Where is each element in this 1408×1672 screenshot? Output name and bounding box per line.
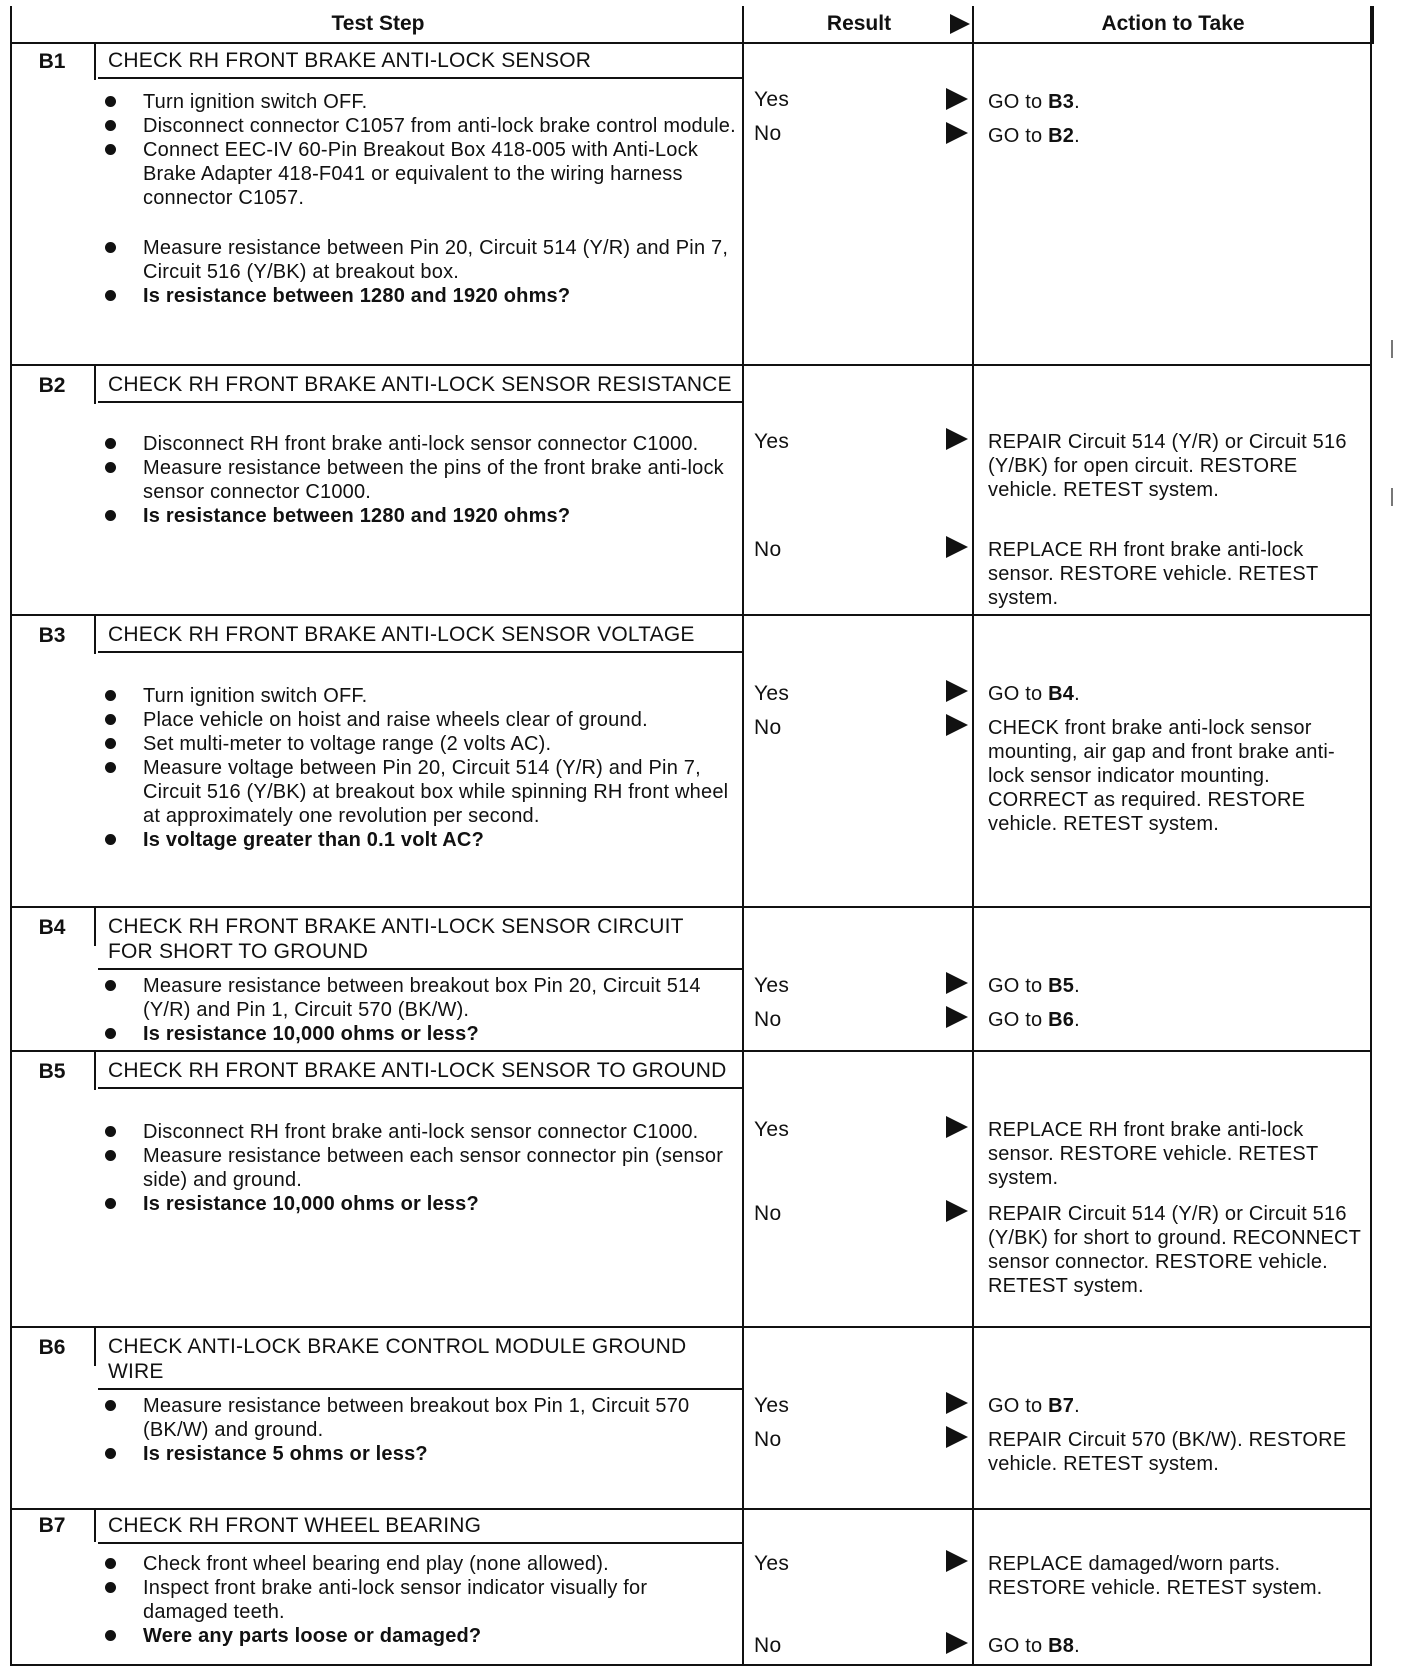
action-text: GO to B2. <box>988 125 1080 147</box>
bullet-icon <box>105 1150 116 1161</box>
step-id: B2 <box>10 366 96 404</box>
action-text: REPAIR Circuit 570 (BK/W). RESTORE vehicle. RETEST system. <box>988 1429 1347 1475</box>
bullet-item: Measure resistance between breakout box Pin 1, Circuit 570 (BK/W) and ground. <box>98 1394 742 1442</box>
step-title: CHECK RH FRONT BRAKE ANTI-LOCK SENSOR TO GROUND <box>98 1052 742 1089</box>
result-yes: Yes <box>754 1118 790 1141</box>
bullet-item: Disconnect RH front brake anti-lock sensor connector C1000. <box>98 432 742 456</box>
bullet-icon <box>105 1198 116 1209</box>
action-text: REPLACE RH front brake anti-lock sensor. RESTORE vehicle. RETEST system. <box>988 1119 1319 1189</box>
bullet-item: Place vehicle on hoist and raise wheels clear of ground. <box>98 708 742 732</box>
step-bullets <box>98 1394 742 1466</box>
arrow-right-icon <box>946 122 968 144</box>
bullet-icon <box>105 510 116 521</box>
step-id: B7 <box>10 1510 96 1542</box>
result-no: No <box>754 538 782 561</box>
result-no: No <box>754 1634 782 1657</box>
step-row-b4 <box>10 908 1372 1050</box>
action-text: GO to B5. <box>988 975 1080 997</box>
arrow-right-icon <box>946 1116 968 1138</box>
step-id: B5 <box>10 1052 96 1090</box>
bullet-item: Turn ignition switch OFF. <box>98 684 742 708</box>
result-yes: Yes <box>754 1552 790 1575</box>
bullet-item: Turn ignition switch OFF. <box>98 90 742 114</box>
bullet-item: Disconnect connector C1057 from anti-lock brake control module. <box>98 114 742 138</box>
action-text: GO to B8. <box>988 1635 1080 1657</box>
step-bullets <box>98 432 742 528</box>
bullet-icon <box>105 96 116 107</box>
arrow-right-icon <box>946 1006 968 1028</box>
bullet-icon <box>105 438 116 449</box>
arrow-right-icon <box>946 972 968 994</box>
result-no: No <box>754 716 782 739</box>
step-bullets <box>98 684 742 852</box>
bullet-item: Measure resistance between breakout box Pin 20, Circuit 514 (Y/R) and Pin 1, Circuit 570 (BK/W). <box>98 974 742 1022</box>
step-row-b6 <box>10 1328 1372 1508</box>
action-text: GO to B6. <box>988 1009 1080 1031</box>
bullet-question: Is resistance 10,000 ohms or less? <box>98 1192 742 1216</box>
result-no: No <box>754 1202 782 1225</box>
step-id: B1 <box>10 42 96 80</box>
arrow-right-icon <box>946 1200 968 1222</box>
arrow-right-icon <box>946 1632 968 1654</box>
step-id: B6 <box>10 1328 96 1366</box>
action-text: REPAIR Circuit 514 (Y/R) or Circuit 516 (Y/BK) for short to ground. RECONNECT sensor connector. RESTORE vehicle. RETEST system. <box>988 1203 1361 1297</box>
step-title: CHECK RH FRONT BRAKE ANTI-LOCK SENSOR VOLTAGE <box>98 616 742 653</box>
bullet-icon <box>105 1028 116 1039</box>
bullet-icon <box>105 462 116 473</box>
action-text: REPAIR Circuit 514 (Y/R) or Circuit 516 (Y/BK) for open circuit. RESTORE vehicle. RETEST system. <box>988 431 1347 501</box>
bullet-icon <box>105 738 116 749</box>
action-text: REPLACE damaged/worn parts. RESTORE vehicle. RETEST system. <box>988 1553 1323 1599</box>
arrow-right-icon <box>946 1550 968 1572</box>
bullet-icon <box>105 1448 116 1459</box>
action-text: CHECK front brake anti-lock sensor mounting, air gap and front brake anti-lock sensor indicator mounting. CORRECT as required. RESTORE vehicle. RETEST system. <box>988 717 1335 835</box>
action-text: GO to B7. <box>988 1395 1080 1417</box>
result-yes: Yes <box>754 1394 790 1417</box>
margin-mark <box>1391 340 1393 358</box>
result-no: No <box>754 122 782 145</box>
bullet-item: Connect EEC-IV 60-Pin Breakout Box 418-005 with Anti-Lock Brake Adapter 418-F041 or equivalent to the wiring harness connector C1057. <box>98 138 742 210</box>
step-id: B3 <box>10 616 96 654</box>
step-row-b2 <box>10 366 1372 614</box>
result-no: No <box>754 1428 782 1451</box>
bullet-icon <box>105 1582 116 1593</box>
step-id: B4 <box>10 908 96 946</box>
step-title: CHECK ANTI-LOCK BRAKE CONTROL MODULE GROUND WIRE <box>98 1328 742 1390</box>
step-row-b1 <box>10 42 1372 364</box>
step-row-b7 <box>10 1510 1372 1664</box>
header-result <box>742 6 974 44</box>
arrow-right-icon <box>946 1392 968 1414</box>
result-yes: Yes <box>754 682 790 705</box>
bullet-question: Is resistance 5 ohms or less? <box>98 1442 742 1466</box>
bullet-item: Disconnect RH front brake anti-lock sensor connector C1000. <box>98 1120 742 1144</box>
action-text: REPLACE RH front brake anti-lock sensor. RESTORE vehicle. RETEST system. <box>988 539 1319 609</box>
bullet-icon <box>105 834 116 845</box>
header-result-label: Result <box>826 12 892 35</box>
step-row-b3 <box>10 616 1372 906</box>
diagnostic-table <box>10 6 1372 1666</box>
bullet-icon <box>105 1558 116 1569</box>
bullet-question: Is resistance between 1280 and 1920 ohms? <box>98 504 742 528</box>
arrow-right-icon <box>950 14 970 34</box>
bullet-icon <box>105 714 116 725</box>
bullet-icon <box>105 1630 116 1641</box>
header-test-step: Test Step <box>10 6 744 44</box>
bullet-icon <box>105 690 116 701</box>
bullet-icon <box>105 1400 116 1411</box>
result-yes: Yes <box>754 430 790 453</box>
table-border-bottom <box>10 1664 1372 1666</box>
bullet-item: Measure resistance between Pin 20, Circuit 514 (Y/R) and Pin 7, Circuit 516 (Y/BK) at breakout box. <box>98 236 742 284</box>
bullet-icon <box>105 120 116 131</box>
bullet-question: Is resistance between 1280 and 1920 ohms? <box>98 284 742 308</box>
action-text: GO to B4. <box>988 683 1080 705</box>
bullet-item: Check front wheel bearing end play (none allowed). <box>98 1552 742 1576</box>
step-bullets <box>98 1120 742 1216</box>
arrow-right-icon <box>946 88 968 110</box>
step-title: CHECK RH FRONT BRAKE ANTI-LOCK SENSOR <box>98 42 742 79</box>
result-yes: Yes <box>754 88 790 111</box>
step-title: CHECK RH FRONT WHEEL BEARING <box>98 1510 742 1544</box>
header-action: Action to Take <box>972 6 1374 44</box>
action-text: GO to B3. <box>988 91 1080 113</box>
bullet-icon <box>105 980 116 991</box>
arrow-right-icon <box>946 428 968 450</box>
arrow-right-icon <box>946 680 968 702</box>
step-title: CHECK RH FRONT BRAKE ANTI-LOCK SENSOR RESISTANCE <box>98 366 742 403</box>
bullet-item: Measure voltage between Pin 20, Circuit 514 (Y/R) and Pin 7, Circuit 516 (Y/BK) at breakout box while spinning RH front wheel at approximately one revolution per second. <box>98 756 742 828</box>
bullet-item: Inspect front brake anti-lock sensor indicator visually for damaged teeth. <box>98 1576 742 1624</box>
bullet-item: Measure resistance between each sensor connector pin (sensor side) and ground. <box>98 1144 742 1192</box>
step-bullets <box>98 90 742 308</box>
bullet-icon <box>105 144 116 155</box>
arrow-right-icon <box>946 536 968 558</box>
bullet-icon <box>105 762 116 773</box>
bullet-item: Set multi-meter to voltage range (2 volts AC). <box>98 732 742 756</box>
bullet-question: Is resistance 10,000 ohms or less? <box>98 1022 742 1046</box>
result-yes: Yes <box>754 974 790 997</box>
bullet-question: Is voltage greater than 0.1 volt AC? <box>98 828 742 852</box>
bullet-icon <box>105 242 116 253</box>
margin-mark <box>1391 488 1393 506</box>
step-bullets <box>98 974 742 1046</box>
arrow-right-icon <box>946 1426 968 1448</box>
step-title: CHECK RH FRONT BRAKE ANTI-LOCK SENSOR CIRCUIT FOR SHORT TO GROUND <box>98 908 742 970</box>
bullet-icon <box>105 1126 116 1137</box>
step-row-b5 <box>10 1052 1372 1326</box>
bullet-icon <box>105 290 116 301</box>
bullet-item: Measure resistance between the pins of the front brake anti-lock sensor connector C1000. <box>98 456 742 504</box>
bullet-question: Were any parts loose or damaged? <box>98 1624 742 1648</box>
arrow-right-icon <box>946 714 968 736</box>
step-bullets <box>98 1552 742 1648</box>
result-no: No <box>754 1008 782 1031</box>
